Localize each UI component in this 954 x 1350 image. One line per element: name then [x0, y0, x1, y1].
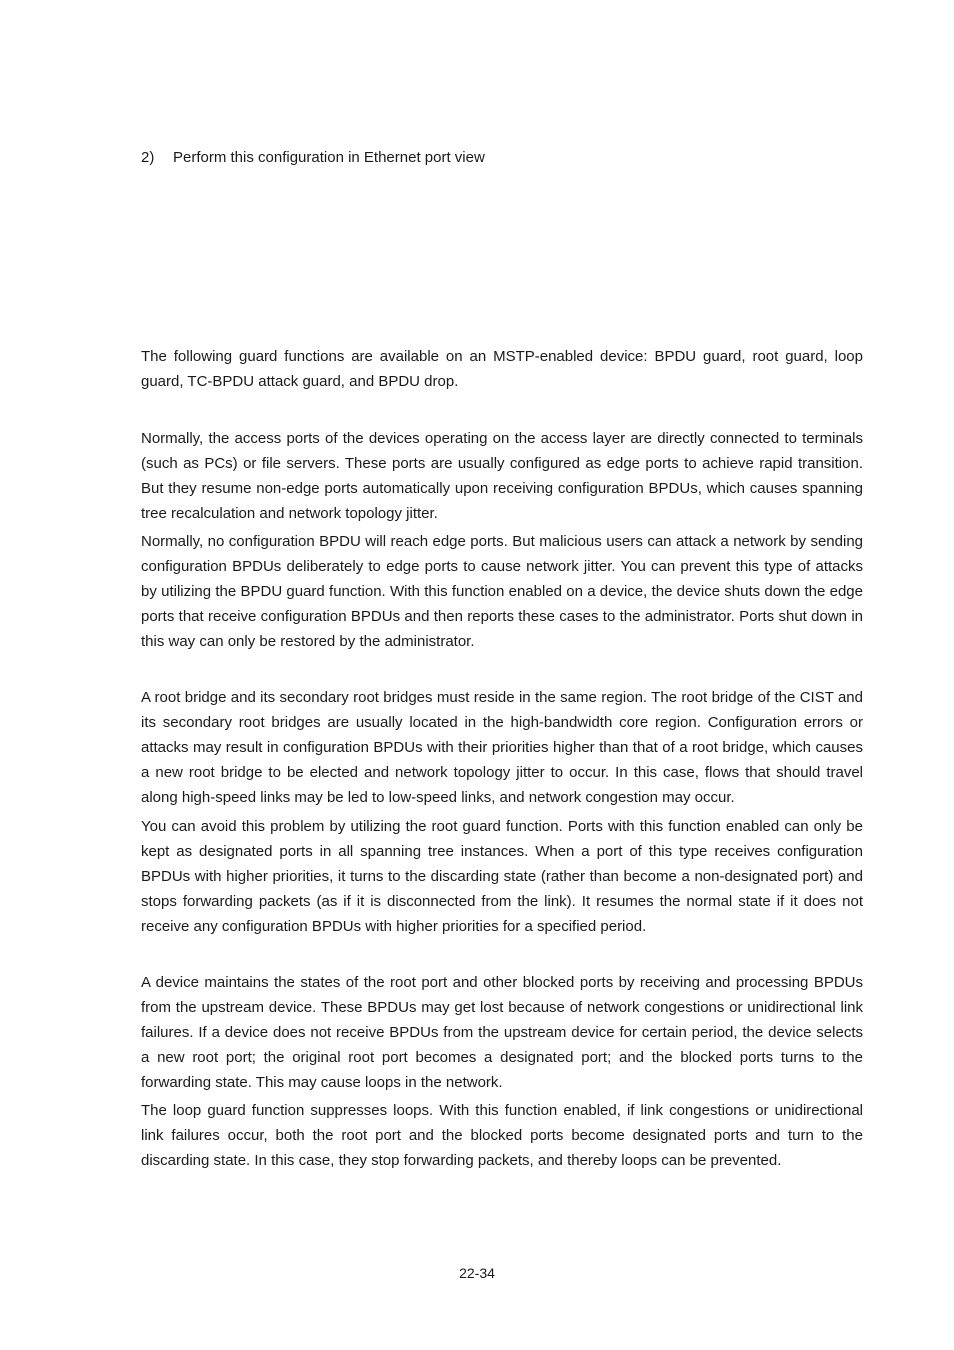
paragraph-bpdu-guard-background: Normally, the access ports of the devices operating on the access layer are directly connected to terminals (such as PCs) or file servers. These ports are usually configured as edge ports to achieve rapid transition. But they resume non-edge ports automatically upon receiving configuration BPDUs, which causes spanning tree recalculation and network topology jitter. — [141, 430, 863, 522]
page-number: 22-34 — [459, 1265, 495, 1281]
step-number: 2) — [141, 149, 155, 166]
paragraph-root-guard-background: A root bridge and its secondary root bridges must reside in the same region. The root bridge of the CIST and its secondary root bridges are usually located in the high-bandwidth core region. Configuration errors or attacks may result in configuration BPDUs with their priorities higher than that of a root bridge, which causes a new root bridge to be elected and network topology jitter to occur. In this case, flows that should travel along high-speed links may be led to low-speed links, and network congestion may occur. — [141, 689, 863, 806]
paragraph-bpdu-guard-function: Normally, no configuration BPDU will reach edge ports. But malicious users can attack a network by sending configuration BPDUs deliberately to edge ports to cause network jitter. You can prevent this type of attacks by utilizing the BPDU guard function. With this function enabled on a device, the device shuts down the edge ports that receive configuration BPDUs and then reports these cases to the administrator. Ports shut down in this way can only be restored by the administrator. — [141, 533, 863, 650]
paragraph-root-guard-function: You can avoid this problem by utilizing the root guard function. Ports with this function enabled can only be kept as designated ports in all spanning tree instances. When a port of this type receives configuration BPDUs with higher priorities, it turns to the discarding state (rather than become a non-designated port) and stops forwarding packets (as if it is disconnected from the link). It resumes the normal state if it does not receive any configuration BPDUs with higher priorities for a specified period. — [141, 818, 863, 935]
paragraph-loop-guard-function: The loop guard function suppresses loops. With this function enabled, if link congestions or unidirectional link failures occur, both the root port and the blocked ports become designated ports and turn to the discarding state. In this case, they stop forwarding packets, and thereby loops can be prevented. — [141, 1102, 863, 1169]
paragraph-guard-functions-intro: The following guard functions are available on an MSTP-enabled device: BPDU guard, root guard, loop guard, TC-BPDU attack guard, and BPDU drop. — [141, 348, 863, 390]
step-text: Perform this configuration in Ethernet port view — [173, 149, 485, 166]
paragraph-loop-guard-background: A device maintains the states of the root port and other blocked ports by receiving and processing BPDUs from the upstream device. These BPDUs may get lost because of network congestions or unidirectional link failures. If a device does not receive BPDUs from the upstream device for certain period, the device selects a new root port; the original root port becomes a designated port; and the blocked ports turns to the forwarding state. This may cause loops in the network. — [141, 974, 863, 1091]
step-item — [141, 148, 485, 168]
